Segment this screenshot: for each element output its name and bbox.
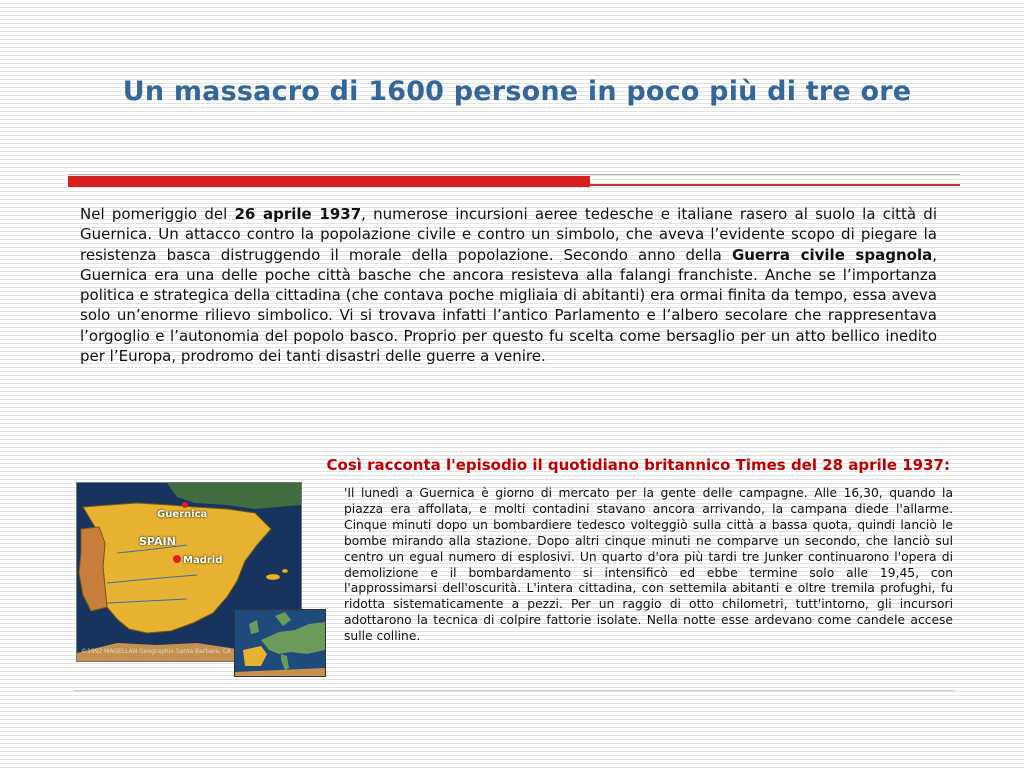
times-quote: 'Il lunedì a Guernica è giorno di mercato per la gente delle campagne. Alle 16,30, quando la piazza era affollata, e molti contadini stavano ancora arrivando, la campana diede l'allarme. Cinque minuti dopo un bombardiere tedesco volteggiò sulla città a bassa quota, quindi lanciò le bombe mirando alla stazione. Dopo altri cinque minuti ne comparve un secondo, che lanciò sul centro un egual numero di esplosivi. Un quarto d'ora più tardi tre Junker continuarono l'opera di demolizione e il bombardamento si intensificò ed ebbe termine solo alle 19,45, con l'approssimarsi dell'oscurità. L'intera cittadina, con settemila abitanti e oltre tremila profughi, fu ridotta sistematicamente a pezzi. Per un raggio di otto chilometri, tutt'intorno, gli incursori adottarono la tecnica di colpire fattorie isolate. Nella notte esse ardevano come candele accese sulle colline. [344, 486, 953, 644]
map-label-madrid: Madrid [183, 555, 223, 566]
europe-inset-map [234, 609, 326, 677]
war-highlight: Guerra civile spagnola [731, 245, 933, 264]
map-label-spain: SPAIN [139, 535, 176, 548]
paragraph-text: Nel pomeriggio del [80, 205, 235, 223]
date-highlight: 26 aprile 1937 [234, 205, 362, 223]
times-subtitle: Così racconta l'episodio il quotidiano britannico Times del 28 aprile 1937: [326, 456, 950, 474]
divider-line [68, 174, 960, 175]
paragraph-text: , numerose incursioni aeree tedesche e italiane rasero al suolo la città di Guernica. Un attacco contro la popolazione civile e contro un simbolo, che aveva l’evidente scopo di piegare la resistenza basca distruggendo il morale della popolazione. Secondo anno della [80, 205, 938, 264]
bottom-divider [74, 690, 954, 691]
madrid-marker [173, 555, 181, 563]
paragraph-text: , Guernica era una delle poche città basche che ancora resisteva alla falangi franchiste. Anche se l’importanza politica e strategica della cittadina (che contava poche migliaia di abitanti) era ormai finita da tempo, essa aveva solo un’enorme rilievo simbolico. Vi si trovava infatti l’antico Parlamento e l’albero secolare che rappresentava l’orgoglio e l’autonomia del popolo basco. Proprio per questo fu scelta come bersaglio per un atto bellico inedito per l’Europa, prodromo dei tanti disastri delle guerre a venire. [80, 245, 937, 366]
map-label-guernica: Guernica [157, 509, 208, 520]
red-accent-bar [68, 176, 590, 187]
guernica-marker [182, 502, 188, 508]
intro-paragraph [80, 204, 937, 366]
red-accent-line [590, 184, 960, 186]
map-credit: ©1992 MAGELLAN Geographix Santa Barbara, CA [81, 648, 232, 655]
slide-title: Un massacro di 1600 persone in poco più di tre ore [122, 76, 912, 107]
